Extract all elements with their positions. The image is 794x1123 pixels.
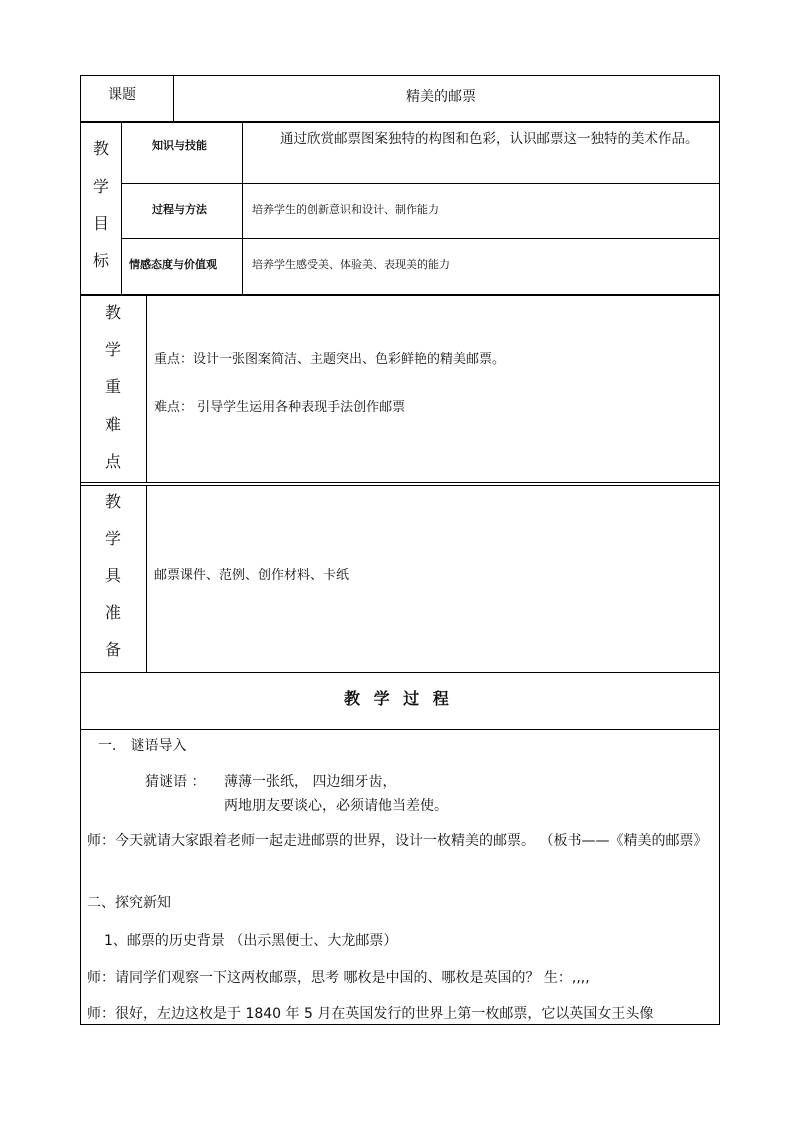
divider [80,485,720,486]
key-focus-text: 重点：设计一张图案简洁、主题突出、色彩鲜艳的精美邮票。 [154,352,506,367]
teacher-question: 师：请同学们观察一下这两枚邮票，思考 哪枚是中国的、哪枚是英国的？ 生：,,,, [87,970,590,986]
riddle-label: 猜谜语 ： [145,774,206,790]
objectives-side-char: 目 [92,214,109,233]
table-right-border [719,75,720,1025]
divider [121,122,122,295]
divider [242,122,243,295]
riddle-line-1: 薄薄一张纸， 四边细牙齿， [224,774,397,790]
prep-content: 邮票课件、范例、创作材料、卡纸 [154,568,350,583]
keypoints-side-char: 点 [104,452,121,471]
topic-value: 精美的邮票 [406,89,476,105]
topic-label: 课题 [108,87,136,103]
objectives-side-char: 学 [92,177,109,196]
teacher-answer: 师：很好，左边这枚是于 1840 年 5 月在英国发行的世界上第一枚邮票，它以英国女王头像 [87,1006,654,1022]
key-difficulty-text: 难点： 引导学生运用各种表现手法创作邮票 [154,400,406,415]
objective-label-knowledge: 知识与技能 [152,139,207,152]
objectives-side-char: 标 [92,251,109,270]
prep-side-char: 具 [104,566,121,585]
table-top-border [80,75,720,76]
divider [146,486,147,672]
divider [80,672,720,673]
prep-side-char: 准 [104,603,121,622]
keypoints-side-char: 重 [104,377,121,396]
process-heading: 教 学 过 程 [344,689,453,708]
objectives-side-char: 教 [92,139,109,158]
section1-title: 一． 谜语导入 [98,738,187,754]
sub1-title: 1、邮票的历史背景 （出示黑便士、大龙邮票） [104,933,398,949]
keypoints-side-char: 难 [104,415,121,434]
objective-content-emotion: 培养学生感受美、体验美、表现美的能力 [252,258,450,271]
prep-side-char: 学 [104,529,121,548]
keypoints-side-char: 教 [104,303,121,322]
objective-content-process: 培养学生的创新意识和设计、制作能力 [252,203,439,216]
divider [80,482,720,483]
riddle-line-2: 两地朋友要谈心，必须请他当差使。 [224,798,448,814]
table-left-border [80,75,81,1025]
objective-label-emotion: 情感态度与价值观 [129,258,217,271]
prep-side-char: 备 [104,640,121,659]
section2-title: 二、探究新知 [87,895,171,911]
prep-side-char: 教 [104,492,121,511]
divider [80,729,720,730]
divider [121,238,720,239]
table-bottom-border [80,1024,720,1025]
keypoints-side-char: 学 [104,340,121,359]
divider [173,75,174,122]
divider [146,296,147,482]
divider [121,183,720,184]
objective-content-knowledge: 通过欣赏邮票图案独特的构图和色彩，认识邮票这一独特的美术作品。 [280,131,699,147]
divider [80,121,720,123]
teacher-intro-text: 师：今天就请大家跟着老师一起走进邮票的世界，设计一枚精美的邮票。 （板书——《精美的邮票》 [87,833,708,849]
divider [80,294,720,296]
objective-label-process: 过程与方法 [152,203,207,216]
